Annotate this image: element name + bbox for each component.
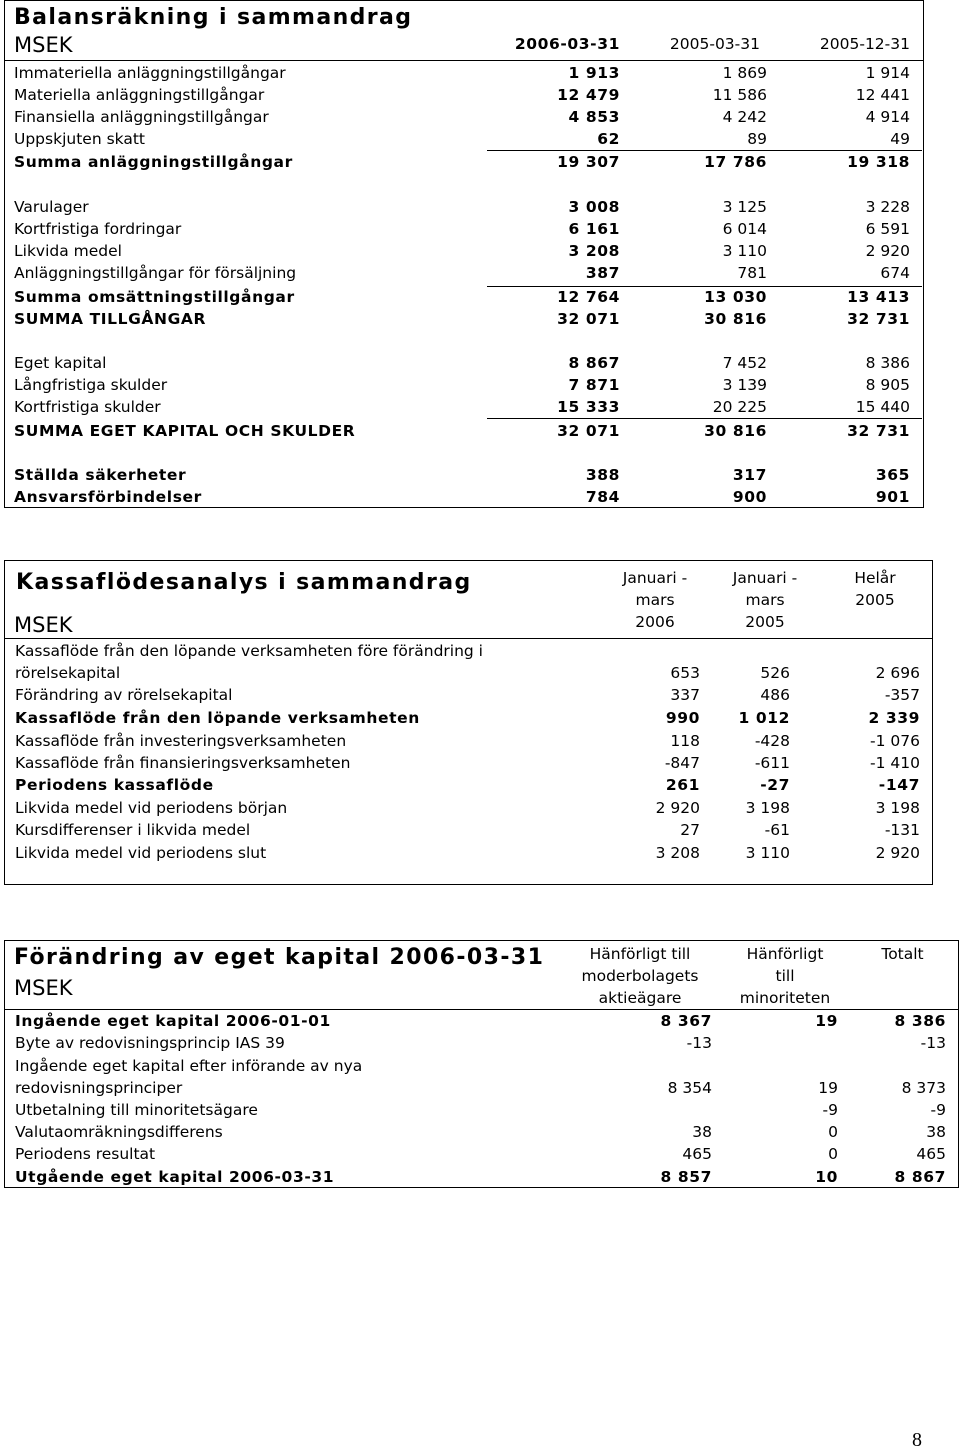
balance-row-label: SUMMA TILLGÅNGAR xyxy=(14,310,207,328)
equity-row-label: Ingående eget kapital 2006-01-01 xyxy=(15,1012,331,1030)
balance-sheet-unit: MSEK xyxy=(14,33,73,57)
balance-row-label: Materiella anläggningstillgångar xyxy=(14,86,265,104)
balance-row-value: 3 008 xyxy=(568,198,620,216)
balance-row-label: Kortfristiga fordringar xyxy=(14,220,182,238)
equity-header-rule xyxy=(5,1009,958,1010)
cashflow-row-label: Förändring av rörelsekapital xyxy=(15,686,233,704)
balance-row-value: 20 225 xyxy=(712,398,767,416)
cashflow-row-value: 261 xyxy=(665,776,700,794)
equity-row-label: Ingående eget kapital efter införande av nya xyxy=(15,1057,363,1075)
balance-row-value: 19 318 xyxy=(847,153,910,171)
equity-row-value: 465 xyxy=(916,1145,946,1163)
equity-row-value: 8 354 xyxy=(667,1079,712,1097)
equity-row-label: Valutaomräkningsdifferens xyxy=(15,1123,223,1141)
cashflow-row-value: -1 410 xyxy=(870,754,920,772)
balance-row-label: Uppskjuten skatt xyxy=(14,130,146,148)
balance-row-label: Kortfristiga skulder xyxy=(14,398,161,416)
cashflow-col-1-line1: Januari - xyxy=(622,569,688,587)
equity-row-label: Utgående eget kapital 2006-03-31 xyxy=(15,1168,335,1186)
equity-row-value: 465 xyxy=(682,1145,712,1163)
balance-row-label: Varulager xyxy=(14,198,89,216)
cashflow-row-value: 990 xyxy=(665,709,700,727)
equity-row-value: 0 xyxy=(828,1145,838,1163)
cashflow-row-value: 118 xyxy=(670,732,700,750)
equity-col-2-line3: minoriteten xyxy=(739,989,831,1007)
balance-row-value: 674 xyxy=(880,264,910,282)
cashflow-col-header-3 xyxy=(820,567,930,611)
balance-row-value: 17 786 xyxy=(704,153,767,171)
balance-row-value: 12 764 xyxy=(557,288,620,306)
balance-row-value: 32 731 xyxy=(847,422,910,440)
cashflow-row-value: 2 920 xyxy=(875,844,920,862)
balance-row-value: 12 441 xyxy=(855,86,910,104)
cashflow-row-label-line1: Kassaflöde från den löpande verksamheten före förändring i xyxy=(15,642,483,660)
balance-row-value: 387 xyxy=(585,264,620,282)
equity-row-value: 8 367 xyxy=(660,1012,712,1030)
cashflow-row-value: 27 xyxy=(680,821,700,839)
balance-row-value: 4 914 xyxy=(865,108,910,126)
balance-row-value: 781 xyxy=(737,264,767,282)
balance-row-value: 7 452 xyxy=(722,354,767,372)
cashflow-col-header-2 xyxy=(710,567,820,633)
balance-row-value: 388 xyxy=(585,466,620,484)
equity-row-label: Periodens resultat xyxy=(15,1145,156,1163)
cashflow-row-value: -1 076 xyxy=(870,732,920,750)
cashflow-row-value: 526 xyxy=(760,664,790,682)
cashflow-col-2-line2: mars xyxy=(745,591,785,609)
balance-row-value: 13 030 xyxy=(704,288,767,306)
cashflow-row-value: -357 xyxy=(884,686,920,704)
cashflow-row-value: 486 xyxy=(760,686,790,704)
balance-row-value: 6 161 xyxy=(568,220,620,238)
balance-row-label: Eget kapital xyxy=(14,354,107,372)
balance-row-value: 32 731 xyxy=(847,310,910,328)
equity-col-3-line1: Totalt xyxy=(881,945,924,963)
cashflow-row-value: 3 198 xyxy=(875,799,920,817)
balance-row-value: 7 871 xyxy=(568,376,620,394)
balance-row-value: 11 586 xyxy=(712,86,767,104)
balance-row-value: 3 125 xyxy=(722,198,767,216)
balance-row-label: Långfristiga skulder xyxy=(14,376,168,394)
balance-row-label: Summa anläggningstillgångar xyxy=(14,153,293,171)
equity-row-value: 38 xyxy=(692,1123,712,1141)
cashflow-row-label: Periodens kassaflöde xyxy=(15,776,214,794)
balance-row-value: 4 853 xyxy=(568,108,620,126)
balance-row-value: 15 333 xyxy=(557,398,620,416)
cashflow-col-1-line2: mars xyxy=(635,591,675,609)
equity-row-value: 10 xyxy=(815,1168,838,1186)
balance-row-value: 89 xyxy=(747,130,767,148)
cashflow-row-value: 2 920 xyxy=(655,799,700,817)
cashflow-row-value: 2 696 xyxy=(875,664,920,682)
equity-row-value: -13 xyxy=(920,1034,946,1052)
equity-col-1-line3: aktieägare xyxy=(598,989,682,1007)
balance-row-value: 6 014 xyxy=(722,220,767,238)
cashflow-row-value: -27 xyxy=(760,776,790,794)
balance-row-value: 2 920 xyxy=(865,242,910,260)
balance-row-value: 784 xyxy=(585,488,620,506)
equity-col-2-line2: till xyxy=(775,967,795,985)
cashflow-row-value: 3 110 xyxy=(745,844,790,862)
equity-title: Förändring av eget kapital 2006-03-31 xyxy=(14,945,545,970)
balance-row-value: 32 071 xyxy=(557,310,620,328)
cashflow-row-value: 3 198 xyxy=(745,799,790,817)
balance-row-label: Immateriella anläggningstillgångar xyxy=(14,64,286,82)
equity-row-label: Utbetalning till minoritetsägare xyxy=(15,1101,258,1119)
balance-row-value: 19 307 xyxy=(557,153,620,171)
balance-row-value: 3 110 xyxy=(722,242,767,260)
equity-col-header-3 xyxy=(850,943,955,965)
equity-row-value: 38 xyxy=(926,1123,946,1141)
cashflow-col-2-line1: Januari - xyxy=(732,569,798,587)
balance-row-value: 900 xyxy=(732,488,767,506)
balance-row-value: 8 905 xyxy=(865,376,910,394)
balance-col-header-2: 2005-03-31 xyxy=(669,35,760,53)
equity-row-label: redovisningsprinciper xyxy=(15,1079,183,1097)
cashflow-row-value: -611 xyxy=(754,754,790,772)
cashflow-row-value: 3 208 xyxy=(655,844,700,862)
equity-row-value: 8 386 xyxy=(894,1012,946,1030)
equity-row-value: 8 857 xyxy=(660,1168,712,1186)
balance-row-value: 30 816 xyxy=(704,422,767,440)
balance-row-value: 1 869 xyxy=(722,64,767,82)
cashflow-row-label: rörelsekapital xyxy=(15,664,121,682)
balance-row-value: 12 479 xyxy=(557,86,620,104)
balance-row-label: Ställda säkerheter xyxy=(14,466,187,484)
cashflow-row-value: -147 xyxy=(878,776,920,794)
balance-subtotal-rule xyxy=(487,150,922,151)
cashflow-row-label: Kursdifferenser i likvida medel xyxy=(15,821,251,839)
balance-row-value: 13 413 xyxy=(847,288,910,306)
cashflow-unit: MSEK xyxy=(14,613,73,637)
cashflow-title: Kassaflödesanalys i sammandrag xyxy=(16,570,472,595)
balance-row-value: 15 440 xyxy=(855,398,910,416)
cashflow-col-header-1 xyxy=(600,567,710,633)
balance-row-value: 365 xyxy=(875,466,910,484)
balance-row-value: 49 xyxy=(890,130,910,148)
balance-sheet-title: Balansräkning i sammandrag xyxy=(14,5,413,30)
equity-col-2-line1: Hänförligt xyxy=(746,945,824,963)
balance-row-value: 3 228 xyxy=(865,198,910,216)
cashflow-col-3-line1: Helår xyxy=(854,569,896,587)
equity-row-value: 8 373 xyxy=(901,1079,946,1097)
balance-col-header-1: 2006-03-31 xyxy=(514,35,620,53)
balance-subtotal-rule xyxy=(487,286,922,287)
equity-unit: MSEK xyxy=(14,976,73,1000)
equity-col-1-line2: moderbolagets xyxy=(581,967,699,985)
balance-row-value: 62 xyxy=(597,130,620,148)
balance-row-label: Finansiella anläggningstillgångar xyxy=(14,108,269,126)
cashflow-col-1-line3: 2006 xyxy=(635,613,675,631)
equity-row-value: -13 xyxy=(686,1034,712,1052)
cashflow-row-value: 1 012 xyxy=(738,709,790,727)
balance-row-value: 901 xyxy=(875,488,910,506)
balance-row-label: Likvida medel xyxy=(14,242,122,260)
balance-row-label: Summa omsättningstillgångar xyxy=(14,288,295,306)
balance-row-value: 8 386 xyxy=(865,354,910,372)
cashflow-row-value: -131 xyxy=(884,821,920,839)
balance-row-value: 4 242 xyxy=(722,108,767,126)
balance-row-value: 3 208 xyxy=(568,242,620,260)
balance-row-value: 1 914 xyxy=(865,64,910,82)
balance-row-value: 317 xyxy=(732,466,767,484)
cashflow-row-value: 337 xyxy=(670,686,700,704)
cashflow-row-label: Likvida medel vid periodens början xyxy=(15,799,288,817)
balance-col-header-3: 2005-12-31 xyxy=(819,35,910,53)
equity-row-value: 19 xyxy=(818,1079,838,1097)
balance-row-value: 1 913 xyxy=(568,64,620,82)
equity-row-value: -9 xyxy=(822,1101,838,1119)
equity-row-value: 19 xyxy=(815,1012,838,1030)
equity-row-value: 0 xyxy=(828,1123,838,1141)
cashflow-row-label: Kassaflöde från investeringsverksamheten xyxy=(15,732,347,750)
equity-row-value: 8 867 xyxy=(894,1168,946,1186)
cashflow-col-2-line3: 2005 xyxy=(745,613,785,631)
balance-row-value: 32 071 xyxy=(557,422,620,440)
equity-col-header-2 xyxy=(720,943,850,1009)
balance-row-label: SUMMA EGET KAPITAL OCH SKULDER xyxy=(14,422,356,440)
page-number: 8 xyxy=(912,1429,922,1451)
balance-row-value: 8 867 xyxy=(568,354,620,372)
equity-col-1-line1: Hänförligt till xyxy=(589,945,691,963)
equity-col-header-1 xyxy=(565,943,715,1009)
cashflow-row-value: -847 xyxy=(664,754,700,772)
cashflow-row-value: -428 xyxy=(754,732,790,750)
cashflow-row-value: -61 xyxy=(764,821,790,839)
cashflow-row-value: 2 339 xyxy=(868,709,920,727)
balance-row-value: 30 816 xyxy=(704,310,767,328)
balance-header-rule xyxy=(5,60,923,61)
equity-row-value: -9 xyxy=(930,1101,946,1119)
cashflow-row-label: Kassaflöde från den löpande verksamheten xyxy=(15,709,420,727)
cashflow-row-label: Likvida medel vid periodens slut xyxy=(15,844,267,862)
balance-row-label: Anläggningstillgångar för försäljning xyxy=(14,264,297,282)
balance-subtotal-rule xyxy=(487,418,922,419)
cashflow-col-3-line3: 2005 xyxy=(855,591,895,609)
equity-row-label: Byte av redovisningsprincip IAS 39 xyxy=(15,1034,285,1052)
cashflow-header-rule xyxy=(5,638,932,639)
balance-row-value: 3 139 xyxy=(722,376,767,394)
balance-row-value: 6 591 xyxy=(865,220,910,238)
balance-row-label: Ansvarsförbindelser xyxy=(14,488,202,506)
cashflow-row-label: Kassaflöde från finansieringsverksamheten xyxy=(15,754,351,772)
cashflow-row-value: 653 xyxy=(670,664,700,682)
